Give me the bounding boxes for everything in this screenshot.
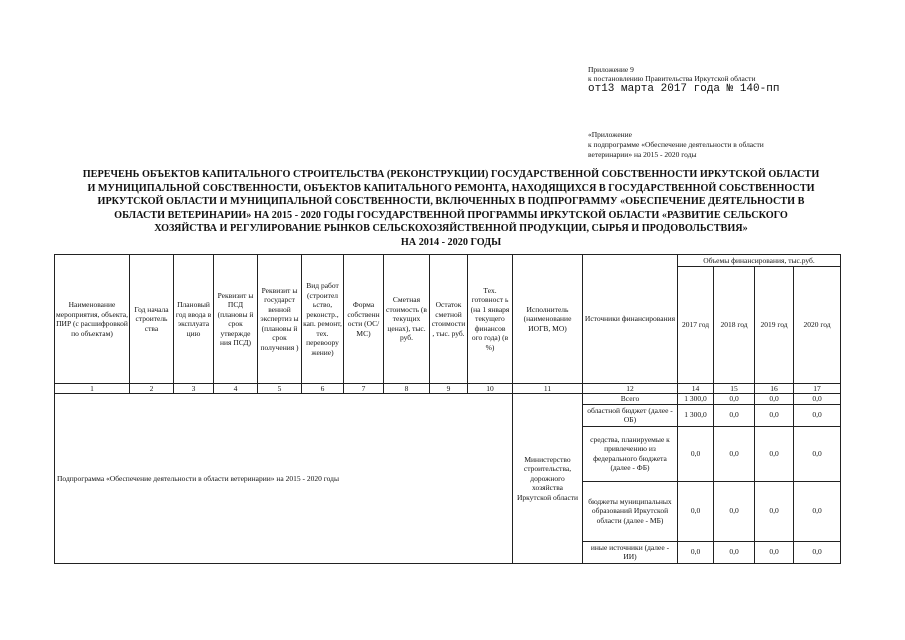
appendix-line-2: к постановлению Правительства Иркутской области <box>588 74 756 83</box>
source-other: иные источники (далее - ИИ) <box>583 541 678 563</box>
header-expertise-requisites: Реквизит ы государст венной экспертиз ы (плановы й срок получения ) <box>258 255 302 384</box>
source-federal-budget: средства, планируемые к привлечению из федерального бюджета (далее - ФБ) <box>583 426 678 481</box>
header-executor: Исполнитель (наименование ИОГВ, МО) <box>513 255 583 384</box>
objects-table <box>54 254 841 564</box>
value-2018: 0,0 <box>714 404 755 426</box>
column-numbers-row <box>55 384 841 394</box>
header-2020: 2020 год <box>794 267 841 384</box>
value-2020: 0,0 <box>794 426 841 481</box>
prilozh-line-2: к подпрограмме «Обеспечение деятельности в области <box>588 140 764 149</box>
value-2018: 0,0 <box>714 481 755 541</box>
col-number: 5 <box>258 384 302 394</box>
header-work-type: Вид работ (строител ьство, реконстр., кап. ремонт, тех. перевоору жение) <box>302 255 344 384</box>
title-line-6: НА 2014 - 2020 ГОДЫ <box>400 236 502 248</box>
title-line-3: ИРКУТСКОЙ ОБЛАСТИ И МУНИЦИПАЛЬНОЙ СОБСТВЕННОСТИ, ВКЛЮЧЕННЫХ В ПОДПРОГРАММУ «ОБЕСПЕЧЕНИЕ ДЕЯТЕЛЬНОСТИ В <box>97 196 805 208</box>
col-number: 14 <box>678 384 714 394</box>
header-psd-requisites: Реквизит ы ПСД (плановы й срок утвержде ния ПСД) <box>214 255 258 384</box>
col-number: 17 <box>794 384 841 394</box>
header-plan-year: Плановый год ввода в эксплуата цию <box>174 255 214 384</box>
col-number: 15 <box>714 384 755 394</box>
header-estimate: Сметная стоимость (в текущих ценах), тыс. руб. <box>384 255 430 384</box>
value-2017: 0,0 <box>678 541 714 563</box>
col-number: 10 <box>468 384 513 394</box>
subprogram-name: Подпрограмма «Обеспечение деятельности в области ветеринарии» на 2015 - 2020 годы <box>55 394 513 564</box>
source-regional-budget: областной бюджет (далее - ОБ) <box>583 404 678 426</box>
value-2019: 0,0 <box>755 541 794 563</box>
header-2018: 2018 год <box>714 267 755 384</box>
header-start-year: Год начала строитель ства <box>130 255 174 384</box>
header-2019: 2019 год <box>755 267 794 384</box>
appendix-block <box>588 65 779 95</box>
title-line-1: ПЕРЕЧЕНЬ ОБЪЕКТОВ КАПИТАЛЬНОГО СТРОИТЕЛЬСТВА (РЕКОНСТРУКЦИИ) ГОСУДАРСТВЕННОЙ СОБСТВЕННОСТИ ИРКУТСКОЙ ОБЛАСТИ <box>82 169 820 180</box>
value-2018: 0,0 <box>714 541 755 563</box>
value-2020: 0,0 <box>794 481 841 541</box>
col-number: 6 <box>302 384 344 394</box>
appendix-line-1: Приложение 9 <box>588 65 634 74</box>
col-number: 16 <box>755 384 794 394</box>
value-2020: 0,0 <box>794 404 841 426</box>
prilozh-line-3: ветеринарии» на 2015 - 2020 годы <box>588 150 697 159</box>
value-2019: 0,0 <box>755 394 794 405</box>
value-2017: 1 300,0 <box>678 404 714 426</box>
resolution-date: от13 марта 2017 года № 140-пп <box>588 83 780 95</box>
subprogram-appendix-note <box>588 130 764 160</box>
value-2018: 0,0 <box>714 426 755 481</box>
col-number: 2 <box>130 384 174 394</box>
executor-name: Министерство строительства, дорожного хозяйства Иркутской области <box>513 394 583 564</box>
value-2017: 0,0 <box>678 426 714 481</box>
title-line-2: И МУНИЦИПАЛЬНОЙ СОБСТВЕННОСТИ, ОБЪЕКТОВ КАПИТАЛЬНОГО РЕМОНТА, НАХОДЯЩИХСЯ В ГОСУДАРСТВЕННОЙ СОБСТВЕННОСТИ <box>87 182 815 194</box>
col-number: 8 <box>384 384 430 394</box>
col-number: 1 <box>55 384 130 394</box>
value-2020: 0,0 <box>794 394 841 405</box>
col-number: 12 <box>583 384 678 394</box>
value-2019: 0,0 <box>755 426 794 481</box>
header-remainder: Остаток сметной стоимости , тыс. руб. <box>430 255 468 384</box>
prilozh-line-1: «Приложение <box>588 130 633 139</box>
value-2018: 0,0 <box>714 394 755 405</box>
value-2017: 0,0 <box>678 481 714 541</box>
value-2017: 1 300,0 <box>678 394 714 405</box>
col-number: 3 <box>174 384 214 394</box>
value-2019: 0,0 <box>755 404 794 426</box>
value-2019: 0,0 <box>755 481 794 541</box>
col-number: 11 <box>513 384 583 394</box>
value-2020: 0,0 <box>794 541 841 563</box>
title-line-4: ОБЛАСТИ ВЕТЕРИНАРИИ» НА 2015 - 2020 ГОДЫ ГОСУДАРСТВЕННОЙ ПРОГРАММЫ ИРКУТСКОЙ ОБЛАСТИ «РАЗВИТИЕ СЕЛЬСКОГО <box>114 209 788 221</box>
header-2017: 2017 год <box>678 267 714 384</box>
col-number: 9 <box>430 384 468 394</box>
header-sources: Источники финансирования <box>583 255 678 384</box>
table-row <box>55 394 841 405</box>
col-number: 4 <box>214 384 258 394</box>
header-name: Наименование мероприятия, объекта, ПИР (с расшифровкой по объектам) <box>55 255 130 384</box>
header-volumes: Объемы финансирования, тыс.руб. <box>678 255 841 267</box>
col-number: 7 <box>344 384 384 394</box>
source-municipal-budget: бюджеты муниципальных образований Иркутской области (далее - МБ) <box>583 481 678 541</box>
source-total: Всего <box>583 394 678 405</box>
document-title <box>55 168 847 250</box>
header-ownership: Форма собственн ости (ОС/МС) <box>344 255 384 384</box>
title-line-5: ХОЗЯЙСТВА И РЕГУЛИРОВАНИЕ РЫНКОВ СЕЛЬСКОХОЗЯЙСТВЕННОЙ ПРОДУКЦИИ, СЫРЬЯ И ПРОДОВОЛЬСТВИЯ» <box>154 223 748 235</box>
header-readiness: Тех. готовност ь (на 1 января текущего финансов ого года) (в %) <box>468 255 513 384</box>
